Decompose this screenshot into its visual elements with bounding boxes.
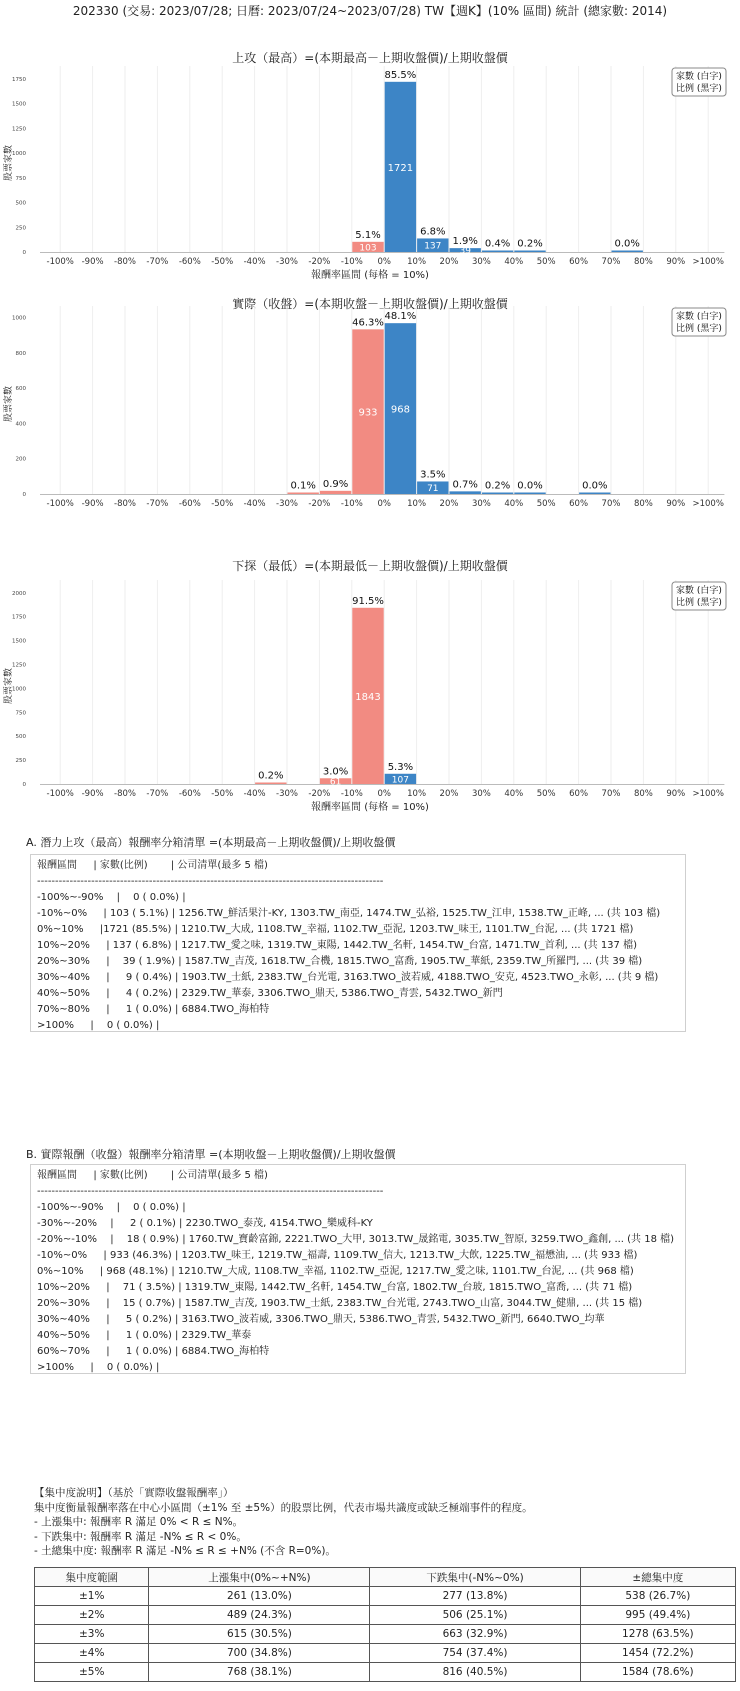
list-item: ------------------------------------------------------------------------------------------------: [37, 876, 384, 887]
bar-percent-label: 3.5%: [420, 469, 446, 481]
x-tick-label: 50%: [536, 257, 556, 267]
table-row: [35, 1606, 736, 1625]
bar-percent-label: 46.3%: [352, 317, 384, 329]
bar-count-label: 103: [359, 243, 377, 254]
concentration-title: 【集中度說明】（基於「實際收盤報酬率」）: [34, 1487, 234, 1499]
y-tick-label: 0: [22, 250, 26, 256]
bar-percent-label: 0.9%: [322, 478, 349, 490]
table-cell: ±1%: [35, 1587, 149, 1606]
list-item: 40%~50% | 1 ( 0.0%) | 2329.TW_華泰: [37, 1330, 252, 1341]
x-tick-label: 80%: [633, 257, 653, 267]
table-cell: 995 (49.4%): [580, 1606, 735, 1625]
x-tick-label: -20%: [308, 257, 331, 267]
list-item: -100%~-90% | 0 ( 0.0%) |: [37, 892, 186, 903]
y-tick-label: 800: [15, 350, 26, 357]
table-row: [35, 1663, 736, 1682]
x-tick-label: -10%: [340, 499, 363, 509]
column-header: 下跌集中(-N%~0%): [370, 1568, 580, 1587]
bar: [612, 251, 643, 253]
column-header: ±總集中度: [580, 1568, 735, 1587]
table-cell: 700 (34.8%): [149, 1644, 370, 1663]
table-cell: 1278 (63.5%): [580, 1625, 735, 1644]
list-item: 30%~40% | 5 ( 0.2%) | 3163.TWO_波若威, 3306.TWO_鼎天, 5386.TWO_青雲, 5432.TWO_新門, 6640.TWO_均華: [37, 1314, 605, 1325]
chart-title: 上攻（最高）=(本期最高－上期收盤價)/上期收盤價: [232, 51, 508, 65]
x-tick-label: 20%: [439, 499, 459, 509]
x-tick-label: 50%: [536, 789, 556, 799]
x-tick-label: -90%: [81, 499, 104, 509]
bar-percent-label: 91.5%: [352, 595, 384, 607]
x-tick-label: 70%: [601, 257, 621, 267]
bar-count-label: 1721: [387, 162, 414, 174]
chart-title: 下探（最低）=(本期最低－上期收盤價)/上期收盤價: [232, 559, 508, 573]
list-item: >100% | 0 ( 0.0%) |: [37, 1020, 160, 1031]
bar-percent-label: 0.2%: [484, 480, 511, 492]
list-item: -10%~0% | 103 ( 5.1%) | 1256.TW_鮮活果汁-KY, 1303.TW_南亞, 1474.TW_弘裕, 1525.TW_江申, 1538.TW_正峰, ... (共 103 檔): [37, 908, 661, 919]
y-axis-label: 股票家數: [4, 385, 14, 423]
x-axis-label: 報酬率區間 (每格 = 10%): [311, 270, 429, 281]
x-tick-label: -60%: [178, 499, 201, 509]
x-tick-label: 0%: [377, 789, 391, 799]
table-cell: 768 (38.1%): [149, 1663, 370, 1682]
x-tick-label: -50%: [211, 789, 234, 799]
y-tick-label: 1500: [12, 101, 26, 108]
x-tick-label: -30%: [276, 499, 298, 509]
list-item: 0%~10% | 968 (48.1%) | 1210.TW_大成, 1108.TW_幸福, 1102.TW_亞泥, 1217.TW_愛之味, 1101.TW_台泥, ... (共 968 檔): [37, 1266, 634, 1277]
table-cell: ±5%: [35, 1663, 149, 1682]
y-tick-label: 2000: [12, 590, 26, 597]
list-item: 10%~20% | 71 ( 3.5%) | 1319.TW_東陽, 1442.TW_名軒, 1454.TW_台富, 1802.TW_台玻, 1815.TWO_富喬, ... (共 71 檔): [37, 1282, 633, 1293]
list-item: 0%~10% |1721 (85.5%) | 1210.TW_大成, 1108.TW_幸福, 1102.TW_亞泥, 1203.TW_味王, 1101.TW_台泥, ... (共 1721 檔): [37, 924, 634, 935]
x-tick-label: 90%: [666, 499, 686, 509]
bar-percent-label: 0.7%: [452, 479, 478, 491]
y-axis-label: 股票家數: [4, 144, 14, 182]
x-tick-label: 20%: [439, 789, 459, 799]
column-header: 集中度範圍: [35, 1568, 149, 1587]
column-header: 上漲集中(0%~+N%): [149, 1568, 370, 1587]
x-tick-label: -80%: [114, 257, 136, 267]
bar: [579, 493, 610, 495]
bar-percent-label: 85.5%: [384, 69, 417, 81]
x-tick-label: -20%: [308, 789, 331, 799]
y-tick-label: 0: [22, 782, 26, 788]
bar-percent-label: 6.8%: [420, 226, 446, 238]
x-tick-label: 30%: [471, 789, 491, 799]
y-tick-label: 200: [15, 456, 26, 463]
x-tick-label: 40%: [504, 499, 524, 509]
x-tick-label: 90%: [666, 257, 686, 267]
x-tick-label: -30%: [276, 257, 298, 267]
x-tick-label: -70%: [146, 499, 169, 509]
bar: [255, 783, 286, 785]
bar: [450, 491, 481, 494]
table-cell: 754 (37.4%): [370, 1644, 580, 1663]
x-axis-label: 報酬率區間 (每格 = 10%): [311, 802, 429, 813]
y-tick-label: 1250: [12, 662, 26, 669]
bar-percent-label: 1.9%: [452, 236, 478, 248]
x-tick-label: -30%: [276, 789, 298, 799]
bar-count-label: 933: [358, 407, 378, 419]
y-tick-label: 500: [15, 734, 26, 741]
table-cell: 663 (32.9%): [370, 1625, 580, 1644]
list-item: >100% | 0 ( 0.0%) |: [37, 1362, 160, 1373]
list-item: -100%~-90% | 0 ( 0.0%) |: [37, 1202, 186, 1213]
x-tick-label: 70%: [601, 789, 621, 799]
section-a-list: [30, 854, 686, 1032]
y-tick-label: 750: [15, 175, 26, 182]
bar: [482, 493, 513, 495]
bar: [320, 491, 351, 494]
x-tick-label: 60%: [569, 499, 589, 509]
chart-actual-close: [0, 296, 740, 554]
table-cell: 277 (13.8%): [370, 1587, 580, 1606]
bar-percent-label: 0.4%: [484, 238, 511, 250]
chart-downside-low: [0, 558, 740, 830]
x-tick-label: 10%: [407, 257, 427, 267]
x-tick-label: >100%: [692, 789, 724, 799]
list-header: 報酬區間 | 家數(比例) | 公司清單(最多 5 檔): [37, 1170, 268, 1181]
legend-label: 比例 (黑字): [676, 84, 722, 94]
list-item: 30%~40% | 9 ( 0.4%) | 1903.TW_士紙, 2383.TW_台光電, 3163.TWO_波若威, 4188.TWO_安克, 4523.TWO_永彰, ... (共 9 檔): [37, 972, 659, 983]
legend-label: 家數 (白字): [676, 72, 722, 82]
list-item: -10%~0% | 933 (46.3%) | 1203.TW_味王, 1219.TW_福壽, 1109.TW_信大, 1213.TW_大飲, 1225.TW_福懋油, ... (共 933 檔): [37, 1250, 638, 1261]
list-item: -20%~-10% | 18 ( 0.9%) | 1760.TW_寶齡富錦, 2221.TWO_大甲, 3013.TW_晟銘電, 3035.TW_智原, 3259.TWO_鑫創, ... (共 18 檔): [37, 1234, 675, 1245]
table-cell: 816 (40.5%): [370, 1663, 580, 1682]
bar-count-label: 1843: [355, 691, 381, 703]
legend-label: 比例 (黑字): [676, 598, 722, 608]
y-tick-label: 1750: [12, 614, 26, 621]
legend-label: 家數 (白字): [676, 586, 722, 596]
x-tick-label: 80%: [633, 789, 653, 799]
x-tick-label: -60%: [178, 257, 201, 267]
legend-label: 比例 (黑字): [676, 324, 722, 334]
table-header-row: [35, 1568, 736, 1587]
x-tick-label: -40%: [243, 257, 266, 267]
section-b-title: B. 實際報酬（收盤）報酬率分箱清單 =(本期收盤－上期收盤價)/上期收盤價: [26, 1148, 396, 1161]
x-tick-label: 60%: [569, 789, 589, 799]
x-tick-label: -80%: [114, 499, 136, 509]
x-tick-label: 30%: [471, 499, 491, 509]
list-item: 20%~30% | 39 ( 1.9%) | 1587.TW_吉茂, 1618.TW_合機, 1815.TWO_富喬, 1905.TW_華紙, 2359.TW_所羅門, ... (共 39 檔): [37, 956, 643, 967]
x-tick-label: -100%: [46, 789, 74, 799]
section-a-title: A. 潛力上攻（最高）報酬率分箱清單 =(本期最高－上期收盤價)/上期收盤價: [26, 836, 396, 849]
x-tick-label: -60%: [178, 789, 201, 799]
list-item: 40%~50% | 4 ( 0.2%) | 2329.TW_華泰, 3306.TWO_鼎天, 5386.TWO_青雲, 5432.TWO_新門: [37, 988, 503, 999]
y-tick-label: 1000: [12, 686, 26, 693]
table-cell: 261 (13.0%): [149, 1587, 370, 1606]
x-tick-label: 0%: [377, 499, 391, 509]
concentration-line: - 下跌集中: 報酬率 R 滿足 -N% ≤ R < 0%。: [34, 1530, 247, 1543]
table-cell: 489 (24.3%): [149, 1606, 370, 1625]
x-tick-label: -100%: [46, 257, 74, 267]
x-tick-label: 10%: [407, 499, 427, 509]
bar-percent-label: 3.0%: [322, 766, 349, 778]
chart-title: 實際（收盤）=(本期收盤－上期收盤價)/上期收盤價: [232, 297, 508, 311]
y-tick-label: 250: [15, 758, 26, 765]
x-tick-label: -70%: [146, 789, 169, 799]
concentration-line: 集中度衡量報酬率落在中心小區間（±1% 至 ±5%）的股票比例，代表市場共識度或缺乏極端事件的程度。: [34, 1501, 533, 1514]
concentration-table: [34, 1567, 736, 1682]
bar-count-label: 137: [424, 241, 442, 252]
x-tick-label: >100%: [692, 257, 724, 267]
bar-percent-label: 0.0%: [517, 480, 543, 492]
x-tick-label: 40%: [504, 257, 524, 267]
y-tick-label: 750: [15, 710, 26, 717]
list-item: -30%~-20% | 2 ( 0.1%) | 2230.TWO_泰茂, 4154.TWO_樂威科-KY: [37, 1218, 373, 1229]
y-tick-label: 0: [22, 492, 26, 498]
table-row: [35, 1625, 736, 1644]
bar-percent-label: 5.1%: [355, 229, 381, 241]
x-tick-label: -90%: [81, 257, 104, 267]
x-tick-label: 60%: [569, 257, 589, 267]
bar-percent-label: 0.2%: [517, 238, 543, 250]
bar-percent-label: 48.1%: [384, 311, 417, 323]
x-tick-label: -20%: [308, 499, 331, 509]
legend-label: 家數 (白字): [676, 312, 722, 322]
x-tick-label: -10%: [340, 257, 363, 267]
x-tick-label: 90%: [666, 789, 686, 799]
x-tick-label: -50%: [211, 257, 234, 267]
x-tick-label: -10%: [340, 789, 363, 799]
concentration-line: - 上漲集中: 報酬率 R 滿足 0% < R ≤ N%。: [34, 1516, 244, 1528]
table-cell: 1584 (78.6%): [580, 1663, 735, 1682]
x-tick-label: -100%: [46, 499, 74, 509]
y-tick-label: 1250: [12, 126, 26, 133]
x-tick-label: -80%: [114, 789, 136, 799]
x-tick-label: -40%: [243, 499, 266, 509]
concentration-note: [34, 1486, 533, 1559]
x-tick-label: 50%: [536, 499, 556, 509]
bar-percent-label: 0.1%: [290, 480, 316, 492]
x-tick-label: 70%: [601, 499, 621, 509]
concentration-line: - 土總集中度: 報酬率 R 滿足 -N% ≤ R ≤ +N% (不含 R=0%)。: [34, 1545, 336, 1557]
bar-percent-label: 5.3%: [387, 761, 414, 773]
table-cell: 538 (26.7%): [580, 1587, 735, 1606]
bar: [482, 251, 513, 253]
x-tick-label: 80%: [633, 499, 653, 509]
x-tick-label: 10%: [407, 789, 427, 799]
bar-count-label: 107: [391, 775, 409, 786]
list-item: 10%~20% | 137 ( 6.8%) | 1217.TW_愛之味, 1319.TW_東陽, 1442.TW_名軒, 1454.TW_台富, 1471.TW_首利, ... (共 137 檔): [37, 940, 637, 951]
bar: [514, 493, 545, 495]
list-item: 20%~30% | 15 ( 0.7%) | 1587.TW_吉茂, 1903.TW_士紙, 2383.TW_台光電, 2743.TWO_山富, 3044.TW_健鼎, ... (共 15 檔): [37, 1298, 643, 1309]
table-cell: ±3%: [35, 1625, 149, 1644]
y-tick-label: 1500: [12, 638, 26, 645]
bar-count-label: 968: [390, 404, 410, 416]
bar-percent-label: 0.0%: [614, 238, 640, 250]
page-title: 202330 (交易: 2023/07/28; 日曆: 2023/07/24~2023/07/28) TW【週K】(10% 區間) 統計 (總家數: 2014): [72, 4, 668, 18]
x-tick-label: 20%: [439, 257, 459, 267]
bar: [514, 251, 545, 253]
y-tick-label: 250: [15, 225, 26, 232]
x-tick-label: -40%: [243, 789, 266, 799]
table-row: [35, 1587, 736, 1606]
y-tick-label: 600: [15, 386, 26, 393]
y-tick-label: 1750: [12, 76, 26, 83]
list-item: ------------------------------------------------------------------------------------------------: [37, 1186, 384, 1197]
table-cell: 506 (25.1%): [370, 1606, 580, 1625]
table-row: [35, 1644, 736, 1663]
bar-count-label: 39: [459, 246, 471, 257]
bar-percent-label: 0.0%: [582, 480, 608, 492]
x-tick-label: 30%: [471, 257, 491, 267]
y-tick-label: 1000: [12, 315, 26, 322]
bar-percent-label: 0.2%: [258, 770, 284, 782]
table-cell: 615 (30.5%): [149, 1625, 370, 1644]
bar-count-label: 61: [329, 777, 342, 788]
x-tick-label: -50%: [211, 499, 234, 509]
y-tick-label: 500: [15, 200, 26, 207]
chart-upside-high: [0, 36, 740, 292]
x-tick-label: -90%: [81, 789, 104, 799]
table-cell: 1454 (72.2%): [580, 1644, 735, 1663]
bar: [288, 493, 319, 495]
table-cell: ±2%: [35, 1606, 149, 1625]
y-tick-label: 1000: [12, 151, 26, 158]
section-b-list: [30, 1164, 686, 1374]
list-item: 60%~70% | 1 ( 0.0%) | 6884.TWO_海柏特: [37, 1346, 270, 1357]
bar-count-label: 71: [427, 484, 439, 495]
x-tick-label: >100%: [692, 499, 724, 509]
list-header: 報酬區間 | 家數(比例) | 公司清單(最多 5 檔): [37, 860, 268, 871]
y-tick-label: 400: [15, 421, 26, 428]
table-cell: ±4%: [35, 1644, 149, 1663]
x-tick-label: 0%: [377, 257, 391, 267]
x-tick-label: 40%: [504, 789, 524, 799]
x-tick-label: -70%: [146, 257, 169, 267]
list-item: 70%~80% | 1 ( 0.0%) | 6884.TWO_海柏特: [37, 1004, 270, 1015]
y-axis-label: 股票家數: [4, 667, 14, 705]
